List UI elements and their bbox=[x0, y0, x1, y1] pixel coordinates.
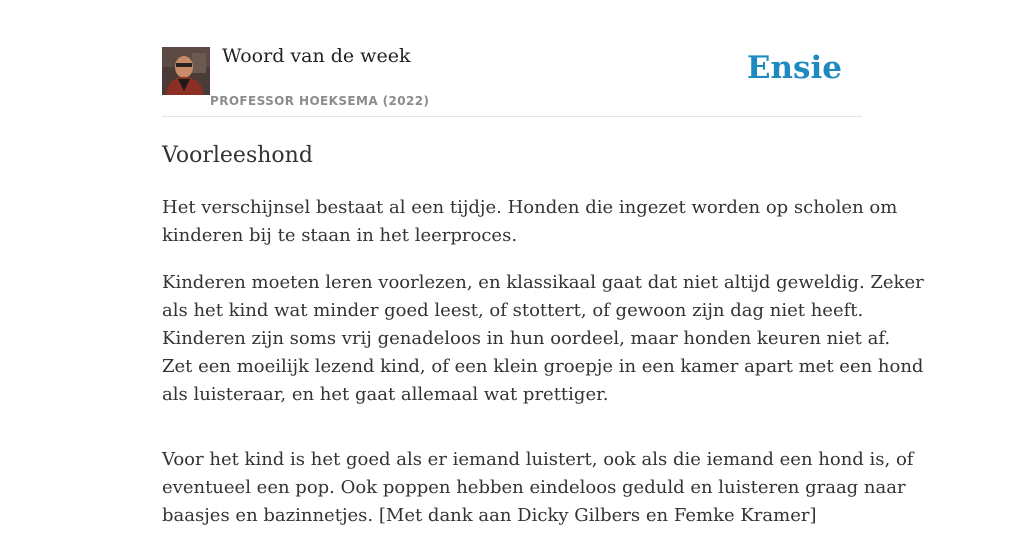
paragraph-line: Kinderen zijn soms vrij genadeloos in hun oordeel, maar honden keuren niet af. bbox=[162, 328, 891, 349]
paragraph-line: eventueel een pop. Ook poppen hebben eindeloos geduld en luisteren graag naar bbox=[162, 477, 906, 498]
paragraph-1 bbox=[162, 194, 898, 250]
paragraph-line: Zet een moeilijk lezend kind, of een klein groepje in een kamer apart met een hond bbox=[162, 356, 924, 377]
author-credit[interactable]: PROFESSOR HOEKSEMA (2022) bbox=[210, 94, 430, 108]
entry-column bbox=[162, 0, 924, 549]
ensie-logo[interactable]: Ensie bbox=[746, 50, 842, 86]
paragraph-2 bbox=[162, 269, 924, 409]
person-photo-icon bbox=[162, 47, 210, 95]
paragraph-line: Voor het kind is het goed als er iemand luistert, ook als die iemand een hond is, of bbox=[162, 449, 914, 470]
entry-body bbox=[162, 194, 924, 530]
avatar[interactable] bbox=[162, 47, 210, 95]
entry-header bbox=[162, 0, 862, 117]
paragraph-line: als luisteraar, en het gaat allemaal wat prettiger. bbox=[162, 384, 609, 405]
paragraph-line: als het kind wat minder goed leest, of stottert, of gewoon zijn dag niet heeft. bbox=[162, 300, 864, 321]
entry-title: Voorleeshond bbox=[162, 143, 313, 168]
paragraph-line: Kinderen moeten leren voorlezen, en klassikaal gaat dat niet altijd geweldig. Zeker bbox=[162, 272, 924, 293]
paragraph-spacer bbox=[162, 428, 862, 446]
source-title[interactable]: Woord van de week bbox=[222, 45, 411, 67]
paragraph-line: Het verschijnsel bestaat al een tijdje. Honden die ingezet worden op scholen om bbox=[162, 197, 898, 218]
paragraph-line: baasjes en bazinnetjes. [Met dank aan Dicky Gilbers en Femke Kramer] bbox=[162, 505, 817, 526]
paragraph-3 bbox=[162, 446, 914, 530]
paragraph-line: kinderen bij te staan in het leerproces. bbox=[162, 225, 518, 246]
